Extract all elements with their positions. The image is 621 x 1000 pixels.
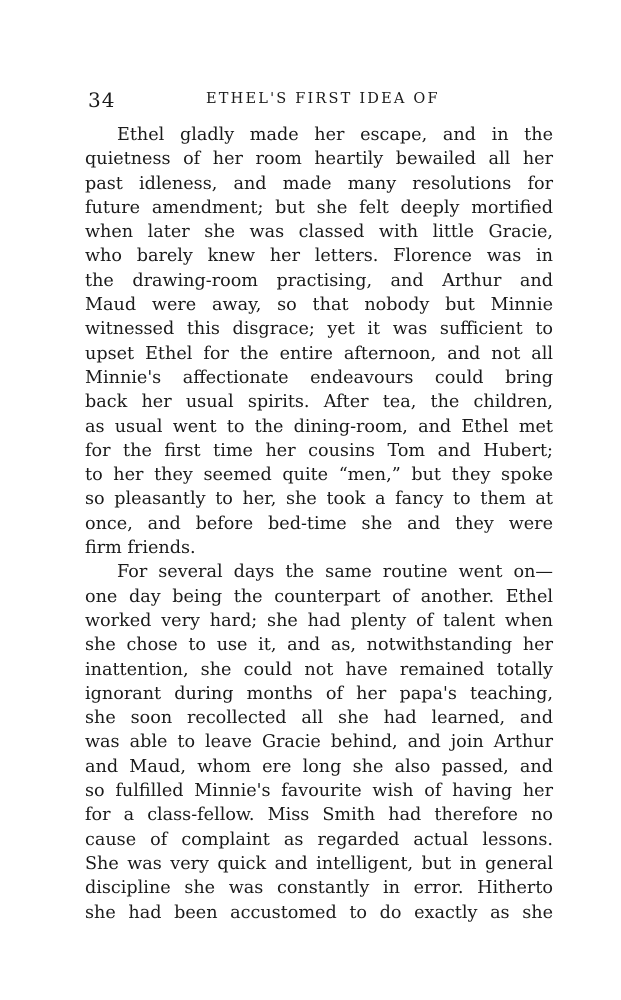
text-line: upset Ethel for the entire afternoon, and not all — [85, 343, 553, 364]
page-number: 34 — [88, 88, 116, 112]
text-line: for a class-fellow. Miss Smith had therefore no — [85, 805, 553, 826]
text-line: She was very quick and intelligent, but in general — [85, 853, 553, 874]
text-line: discipline she was constantly in error. Hitherto — [85, 878, 553, 899]
text-line: so fulfilled Minnie's favourite wish of having her — [85, 781, 553, 802]
text-line: she had been accustomed to do exactly as she — [85, 902, 553, 923]
body-text — [85, 123, 553, 925]
text-line: she chose to use it, and as, notwithstanding her — [85, 635, 553, 656]
text-line: one day being the counterpart of another. Ethel — [85, 586, 553, 607]
text-line: was able to leave Gracie behind, and join Arthur — [85, 732, 553, 753]
text-line: for the first time her cousins Tom and Hubert; — [85, 440, 553, 461]
text-line: future amendment; but she felt deeply mortified — [85, 197, 553, 218]
text-line: so pleasantly to her, she took a fancy to them at — [85, 489, 553, 510]
text-line: Minnie's affectionate endeavours could bring — [85, 367, 553, 388]
text-line: Maud were away, so that nobody but Minnie — [85, 295, 553, 316]
text-line: witnessed this disgrace; yet it was sufficient to — [85, 319, 553, 340]
text-line: when later she was classed with little Gracie, — [85, 222, 553, 243]
text-line: she soon recollected all she had learned, and — [85, 708, 553, 729]
text-line: the drawing-room practising, and Arthur and — [85, 270, 553, 291]
text-line: to her they seemed quite “men,” but they spoke — [85, 465, 553, 486]
running-title: ETHEL'S FIRST IDEA OF — [206, 91, 440, 107]
page-header — [88, 88, 554, 114]
text-line: inattention, she could not have remained totally — [85, 659, 553, 680]
text-line: worked very hard; she had plenty of talent when — [85, 610, 553, 631]
text-line: ignorant during months of her papa's teaching, — [85, 683, 553, 704]
text-line: quietness of her room heartily bewailed all her — [85, 149, 553, 170]
text-line: and Maud, whom ere long she also passed, and — [85, 756, 553, 777]
text-line: as usual went to the dining-room, and Ethel met — [85, 416, 553, 437]
text-line: who barely knew her letters. Florence was in — [85, 246, 553, 267]
text-line: back her usual spirits. After tea, the children, — [85, 392, 553, 413]
text-line: cause of complaint as regarded actual lessons. — [85, 829, 553, 850]
text-line: once, and before bed-time she and they were — [85, 513, 553, 534]
text-line: firm friends. — [85, 538, 196, 559]
text-line: Ethel gladly made her escape, and in the — [117, 125, 553, 145]
text-line: past idleness, and made many resolutions for — [85, 173, 553, 194]
text-line: For several days the same routine went on— — [117, 562, 553, 583]
